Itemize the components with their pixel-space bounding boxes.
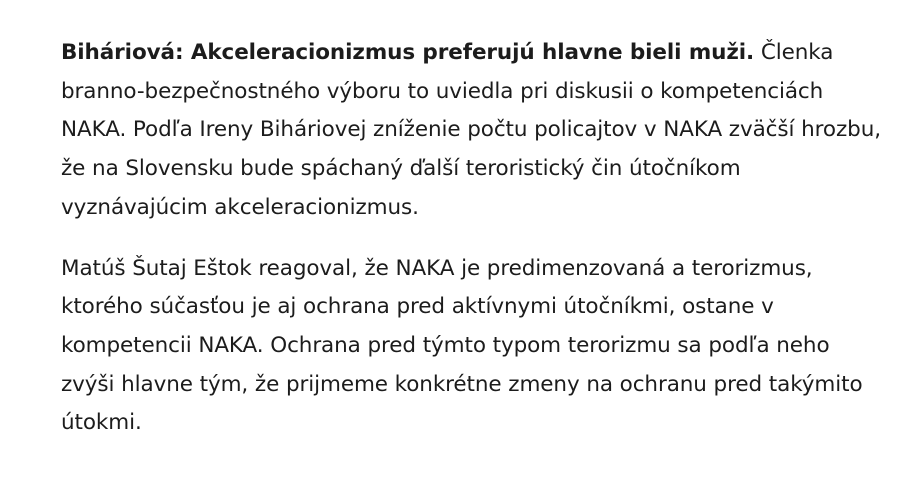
paragraph-text: Členka branno-bezpečnostného výboru to uviedla pri diskusii o kompetenciách NAKA. Podľa Ireny Biháriovej zníženie počtu policajtov v NAKA zväčší hrozbu, že na Slovensku bude spáchaný ďalší teroristický čin útočníkom vyznávajúcim akceleracionizmus. (61, 40, 881, 220)
article-paragraph-1 (61, 34, 881, 228)
article-paragraph-2 (61, 250, 881, 444)
paragraph-lead-heading: Biháriová: Akceleracionizmus preferujú hlavne bieli muži. (61, 40, 755, 65)
article-body (61, 34, 881, 443)
paragraph-text: Matúš Šutaj Eštok reagoval, že NAKA je predimenzovaná a terorizmus, ktorého súčasťou je aj ochrana pred aktívnymi útočníkmi, ostane v kompetencii NAKA. Ochrana pred týmto typom terorizmu sa podľa neho zvýši hlavne tým, že prijmeme konkrétne zmeny na ochranu pred takýmito útokmi. (61, 255, 863, 436)
